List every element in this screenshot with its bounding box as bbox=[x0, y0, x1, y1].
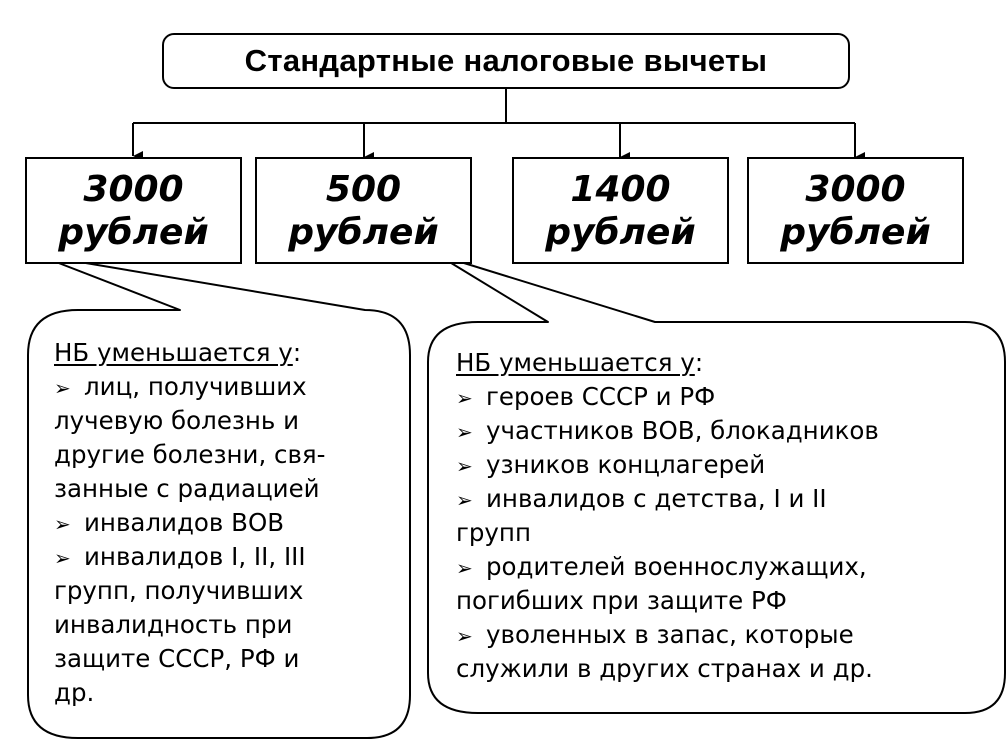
bullet-item-text: родителей военнослужащих, bbox=[486, 552, 867, 581]
bullet-arrow-icon: ➢ bbox=[456, 488, 473, 512]
amount-unit: рублей bbox=[288, 211, 439, 253]
amount-box-2 bbox=[255, 157, 472, 264]
bullet-item-line bbox=[456, 618, 879, 652]
bullet-item-text: др. bbox=[54, 678, 95, 707]
bullet-arrow-icon: ➢ bbox=[456, 386, 473, 410]
bullet-item-continuation bbox=[54, 472, 326, 506]
bullet-item-text: защите СССР, РФ и bbox=[54, 644, 300, 673]
bullet-item-text: лучевую болезнь и bbox=[54, 406, 300, 435]
bullet-item-text: погибших при защите РФ bbox=[456, 586, 787, 615]
amount-value: 1400 bbox=[570, 168, 671, 210]
bullet-item-text: инвалидов ВОВ bbox=[84, 508, 285, 537]
callout-heading: НБ уменьшается у bbox=[456, 348, 695, 377]
bullet-item-line bbox=[54, 506, 326, 540]
amount-box-4 bbox=[747, 157, 964, 264]
bullet-item-continuation bbox=[54, 574, 326, 608]
amount-unit: рублей bbox=[58, 211, 209, 253]
amount-value: 3000 bbox=[805, 168, 906, 210]
bullet-arrow-icon: ➢ bbox=[456, 556, 473, 580]
right-callout-text bbox=[456, 346, 879, 686]
amount-box-1 bbox=[25, 157, 242, 264]
bullet-arrow-icon: ➢ bbox=[54, 512, 71, 536]
bullet-item-text: узников концлагерей bbox=[486, 450, 766, 479]
amount-unit: рублей bbox=[780, 211, 931, 253]
callout-heading-line bbox=[54, 336, 326, 370]
bullet-item-text: героев СССР и РФ bbox=[486, 382, 716, 411]
bullet-item-line bbox=[456, 550, 879, 584]
bullet-item-continuation bbox=[456, 516, 879, 550]
bullet-item-text: групп bbox=[456, 518, 531, 547]
bullet-arrow-icon: ➢ bbox=[54, 376, 71, 400]
bullet-item-continuation bbox=[54, 676, 326, 710]
bullet-item-line bbox=[54, 540, 326, 574]
bullet-item-continuation bbox=[54, 438, 326, 472]
bullet-arrow-icon: ➢ bbox=[456, 624, 473, 648]
bullet-item-line bbox=[456, 482, 879, 516]
bullet-item-text: уволенных в запас, которые bbox=[486, 620, 854, 649]
amount-value: 3000 bbox=[83, 168, 184, 210]
bullet-item-line bbox=[456, 380, 879, 414]
left-callout-text bbox=[54, 336, 326, 710]
bullet-arrow-icon: ➢ bbox=[456, 420, 473, 444]
bullet-item-line bbox=[456, 448, 879, 482]
bullet-item-text: лиц, получивших bbox=[84, 372, 307, 401]
title-box bbox=[162, 33, 850, 89]
bullet-arrow-icon: ➢ bbox=[456, 454, 473, 478]
amount-box-3 bbox=[512, 157, 729, 264]
bullet-item-continuation bbox=[54, 404, 326, 438]
amount-unit: рублей bbox=[545, 211, 696, 253]
amount-value: 500 bbox=[325, 168, 402, 210]
bullet-item-text: служили в других странах и др. bbox=[456, 654, 873, 683]
bullet-item-continuation bbox=[456, 652, 879, 686]
bullet-item-line bbox=[456, 414, 879, 448]
diagram-title: Стандартные налоговые вычеты bbox=[244, 43, 768, 78]
bullet-item-text: занные с радиацией bbox=[54, 474, 320, 503]
bullet-item-text: инвалидов с детства, I и II bbox=[486, 484, 827, 513]
bullet-item-continuation bbox=[54, 608, 326, 642]
bullet-item-continuation bbox=[54, 642, 326, 676]
bullet-item-line bbox=[54, 370, 326, 404]
bullet-item-text: другие болезни, свя- bbox=[54, 440, 326, 469]
heading-colon: : bbox=[292, 338, 302, 367]
bullet-arrow-icon: ➢ bbox=[54, 546, 71, 570]
callout-heading: НБ уменьшается у bbox=[54, 338, 293, 367]
bullet-item-continuation bbox=[456, 584, 879, 618]
callout-heading-line bbox=[456, 346, 879, 380]
bullet-item-text: групп, получивших bbox=[54, 576, 304, 605]
bullet-item-text: инвалидность при bbox=[54, 610, 293, 639]
heading-colon: : bbox=[694, 348, 704, 377]
bullet-item-text: участников ВОВ, блокадников bbox=[486, 416, 879, 445]
bullet-item-text: инвалидов I, II, III bbox=[84, 542, 306, 571]
